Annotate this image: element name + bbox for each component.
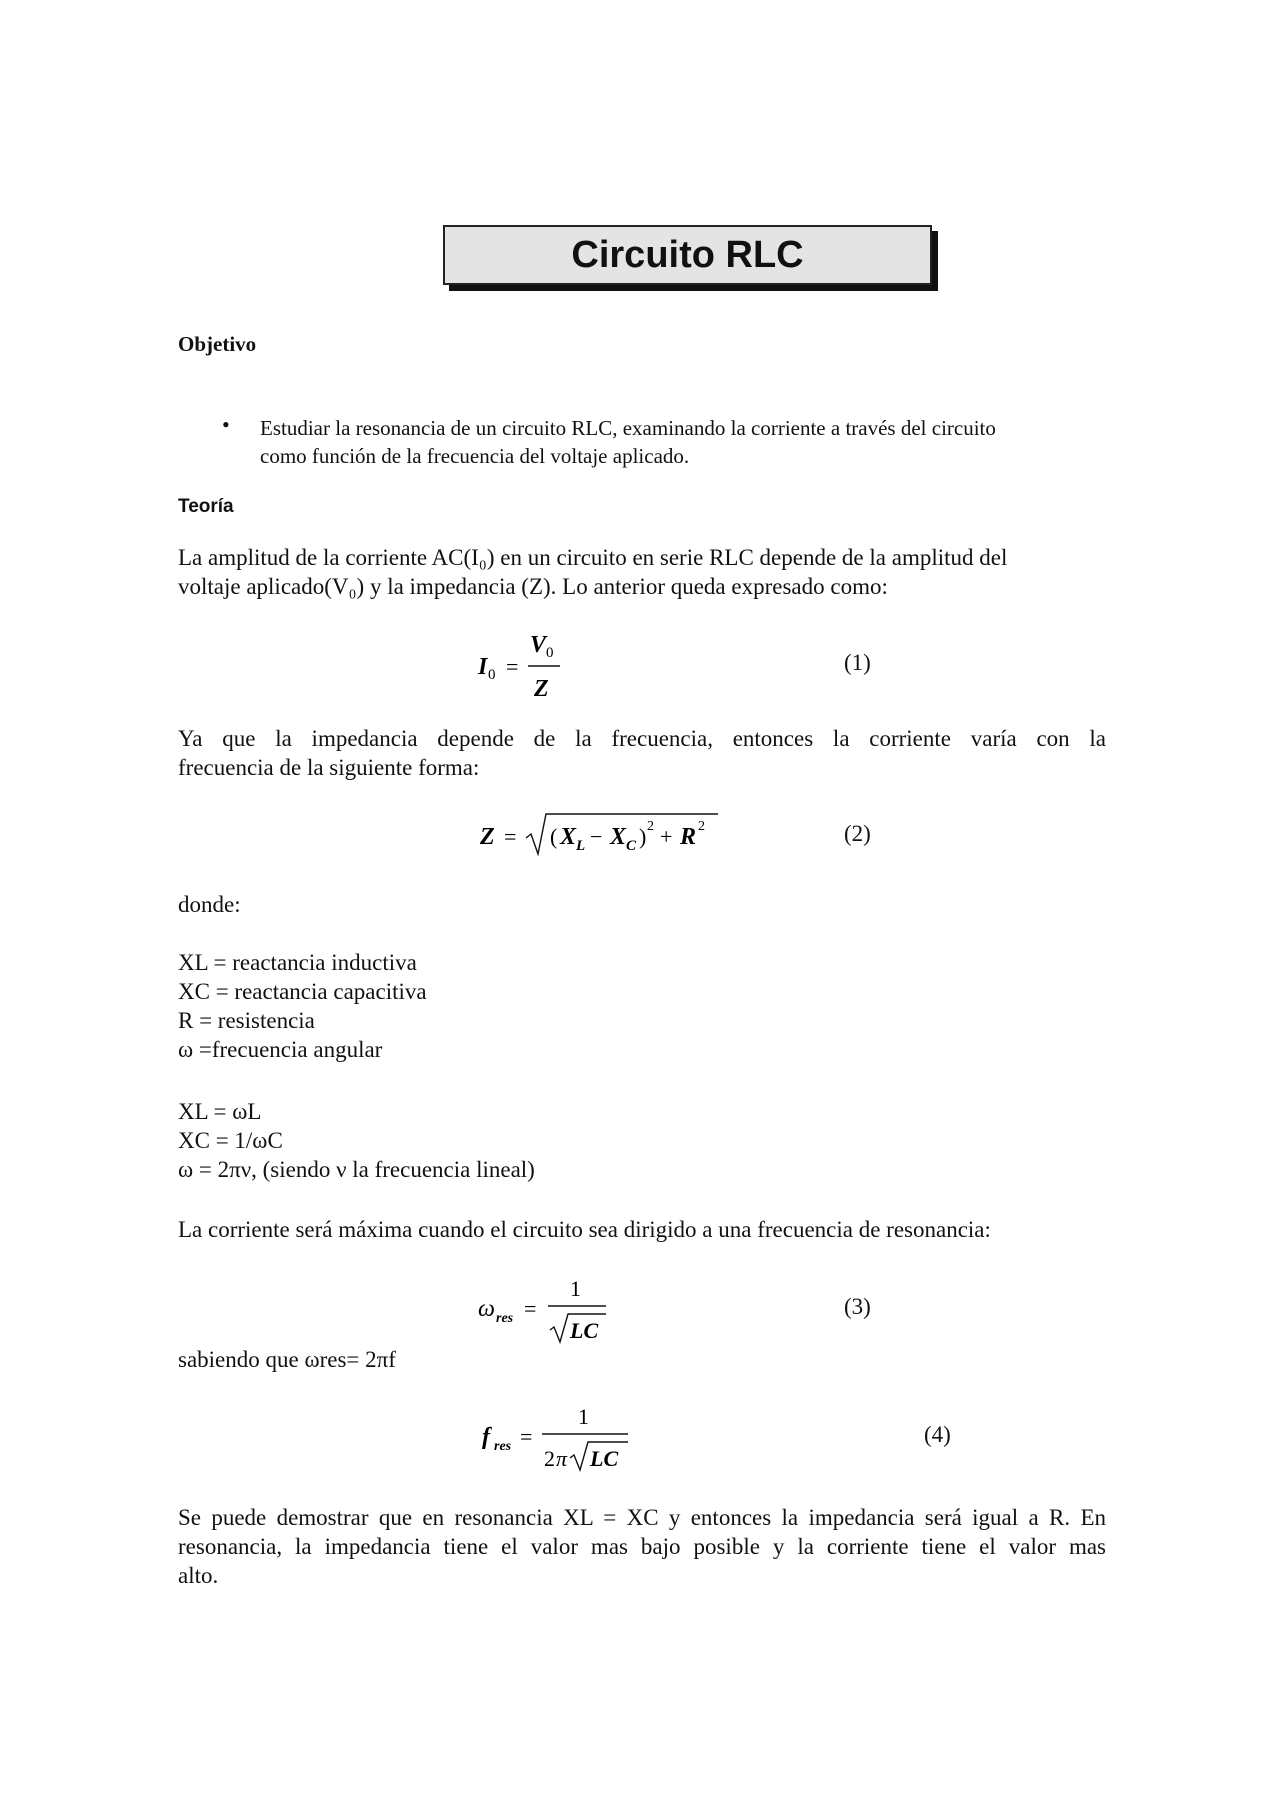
svg-text:X: X <box>560 824 577 850</box>
objective-line-2: como función de la frecuencia del voltaje aplicado. <box>260 444 690 468</box>
svg-text:2: 2 <box>647 819 654 834</box>
svg-text:=: = <box>504 824 517 849</box>
svg-text:LC: LC <box>590 1446 619 1471</box>
equation-4 <box>474 1398 634 1476</box>
paragraph-3: La corriente será máxima cuando el circuito sea dirigido a una frecuencia de resonancia: <box>178 1217 991 1242</box>
svg-text:L: L <box>576 838 586 854</box>
equation-4-number: (4) <box>924 1422 951 1447</box>
svg-text:=: = <box>506 654 519 679</box>
svg-text:0: 0 <box>546 645 554 661</box>
heading-teoria: Teoría <box>178 496 234 517</box>
definitions-list <box>178 948 427 1064</box>
svg-text:0: 0 <box>488 667 496 683</box>
svg-text:π: π <box>556 1446 568 1471</box>
heading-objetivo: Objetivo <box>178 332 257 356</box>
equation-2 <box>474 808 734 860</box>
relation-xl: XL = ωL <box>178 1099 262 1124</box>
objective-line-1: Estudiar la resonancia de un circuito RLC, examinando la corriente a través del circuito <box>260 416 996 440</box>
definition-omega: ω =frecuencia angular <box>178 1037 383 1062</box>
svg-text:−: − <box>590 824 603 849</box>
svg-text:=: = <box>520 1424 533 1449</box>
svg-text:Z: Z <box>534 676 549 702</box>
svg-text:+: + <box>660 824 673 849</box>
paragraph-1-line-1: La amplitud de la corriente AC(I₀) en un circuito en serie RLC depende de la amplitud del <box>178 545 1008 570</box>
paragraph-4 <box>178 1503 1106 1590</box>
svg-text:C: C <box>626 838 637 854</box>
svg-text:2: 2 <box>544 1446 555 1471</box>
paragraph-4-line-2: resonancia, la impedancia tiene el valor mas bajo posible y la corriente tiene el valor mas <box>178 1534 1106 1559</box>
paragraph-2-line-1: Ya que la impedancia depende de la frecuencia, entonces la corriente varía con la <box>178 726 1106 751</box>
paragraph-2-line-2: frecuencia de la siguiente forma: <box>178 755 480 780</box>
svg-text:LC: LC <box>570 1318 599 1343</box>
donde-label: donde: <box>178 892 241 917</box>
svg-text:): ) <box>639 824 647 849</box>
definition-xc: XC = reactancia capacitiva <box>178 979 427 1004</box>
svg-text:ω: ω <box>478 1296 495 1322</box>
page-title: Circuito RLC <box>571 233 804 276</box>
definition-r: R = resistencia <box>178 1008 315 1033</box>
equation-3 <box>474 1270 624 1348</box>
equation-1-number: (1) <box>844 650 871 675</box>
svg-text:X: X <box>610 824 627 850</box>
svg-text:res: res <box>496 1311 514 1326</box>
relations-list <box>178 1097 535 1184</box>
bullet-icon: • <box>222 412 230 437</box>
svg-text:=: = <box>524 1296 537 1321</box>
svg-text:Z: Z <box>480 824 495 850</box>
paragraph-2 <box>178 724 1106 782</box>
relation-xc: XC = 1/ωC <box>178 1128 283 1153</box>
svg-text:(: ( <box>550 824 558 849</box>
svg-text:1: 1 <box>570 1276 581 1301</box>
relation-omega: ω = 2πν, (siendo ν la frecuencia lineal) <box>178 1157 535 1182</box>
paragraph-4-line-3: alto. <box>178 1563 219 1588</box>
svg-text:I: I <box>478 654 488 680</box>
svg-text:1: 1 <box>578 1404 589 1429</box>
paragraph-1-line-2: voltaje aplicado(V₀) y la impedancia (Z). Lo anterior queda expresado como: <box>178 574 888 599</box>
equation-1 <box>470 628 590 704</box>
sabiendo-line: sabiendo que ωres= 2πf <box>178 1347 396 1372</box>
paragraph-1 <box>178 543 1106 601</box>
svg-text:V: V <box>530 632 547 658</box>
objective-bullet <box>260 414 1120 470</box>
equation-3-number: (3) <box>844 1294 871 1319</box>
svg-text:f: f <box>482 1424 490 1450</box>
svg-text:res: res <box>494 1439 512 1454</box>
title-box <box>443 225 932 285</box>
definition-xl: XL = reactancia inductiva <box>178 950 417 975</box>
svg-text:R: R <box>680 824 697 850</box>
equation-2-number: (2) <box>844 821 871 846</box>
paragraph-4-line-1: Se puede demostrar que en resonancia XL = XC y entonces la impedancia será igual a R. En <box>178 1505 1106 1530</box>
svg-text:2: 2 <box>698 819 705 834</box>
